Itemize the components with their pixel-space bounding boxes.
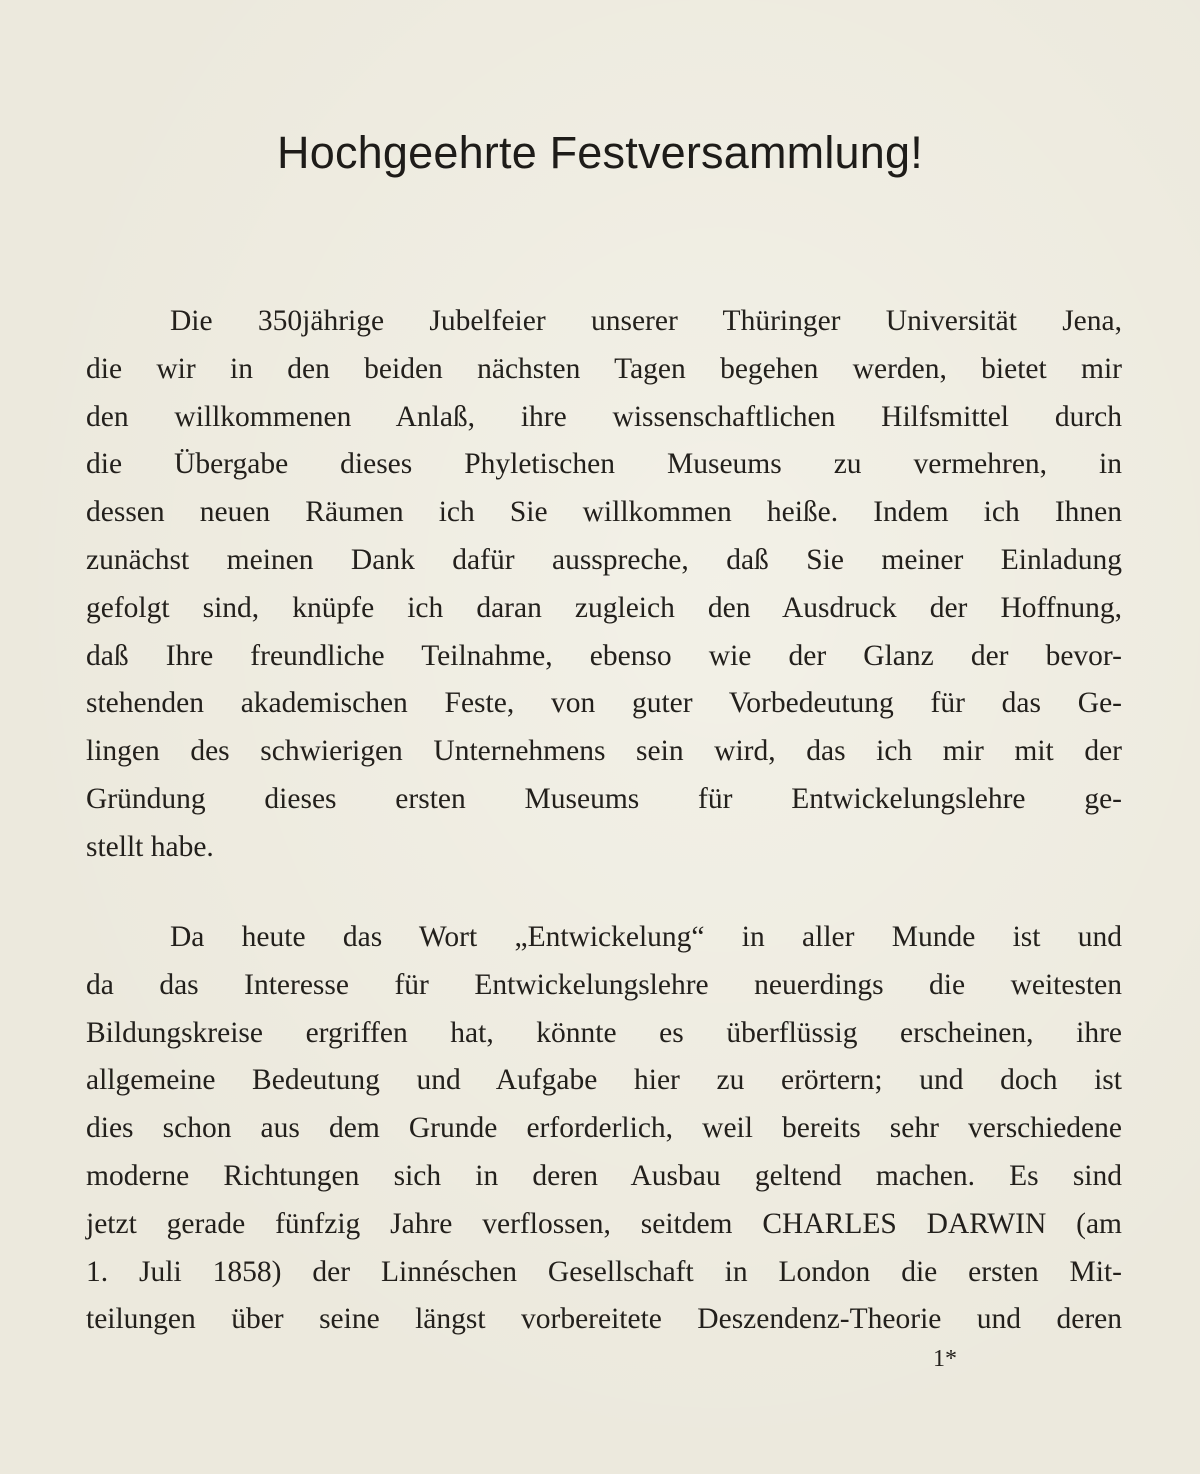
text-line: stehenden akademischen Feste, von guter Vorbedeutung für das Ge- bbox=[86, 687, 1122, 720]
text-line: 1. Juli 1858) der Linnéschen Gesellschaft in London die ersten Mit- bbox=[86, 1255, 1122, 1288]
text-line: daß Ihre freundliche Teilnahme, ebenso wie der Glanz der bevor- bbox=[86, 639, 1122, 672]
text-line: jetzt gerade fünfzig Jahre verflossen, seitdem CHARLES DARWIN (am bbox=[86, 1207, 1122, 1240]
text-line: gefolgt sind, knüpfe ich daran zugleich den Ausdruck der Hoffnung, bbox=[86, 591, 1122, 624]
text-line: Da heute das Wort „Entwickelung“ in aller Munde ist und bbox=[170, 921, 1122, 953]
page-title: Hochgeehrte Festversammlung! bbox=[277, 127, 923, 178]
text-line: Gründung dieses ersten Museums für Entwickelungslehre ge- bbox=[86, 782, 1122, 815]
text-line: teilungen über seine längst vorbereitete Deszendenz-Theorie und deren bbox=[86, 1303, 1122, 1336]
paragraph-2 bbox=[86, 914, 1122, 1344]
text-line: dessen neuen Räumen ich Sie willkommen heiße. Indem ich Ihnen bbox=[86, 496, 1122, 529]
text-line: die wir in den beiden nächsten Tagen begehen werden, bietet mir bbox=[86, 352, 1122, 385]
text-line: moderne Richtungen sich in deren Ausbau geltend machen. Es sind bbox=[86, 1159, 1122, 1192]
text-line: die Übergabe dieses Phyletischen Museums zu vermehren, in bbox=[86, 448, 1122, 481]
text-line: Die 350jährige Jubelfeier unserer Thüringer Universität Jena, bbox=[170, 305, 1122, 337]
text-line: dies schon aus dem Grunde erforderlich, weil bereits sehr verschiedene bbox=[86, 1112, 1122, 1145]
text-line: zunächst meinen Dank dafür ausspreche, daß Sie meiner Einladung bbox=[86, 543, 1122, 576]
text-line: stellt habe. bbox=[86, 830, 214, 863]
text-line: den willkommenen Anlaß, ihre wissenschaftlichen Hilfsmittel durch bbox=[86, 400, 1122, 433]
text-line: Bildungskreise ergriffen hat, könnte es überflüssig erscheinen, ihre bbox=[86, 1016, 1122, 1049]
text-line: lingen des schwierigen Unternehmens sein wird, das ich mir mit der bbox=[86, 735, 1122, 768]
text-line: allgemeine Bedeutung und Aufgabe hier zu erörtern; und doch ist bbox=[86, 1064, 1122, 1097]
paragraph-1 bbox=[86, 298, 1122, 872]
page-number: 1* bbox=[933, 1346, 957, 1372]
text-line: da das Interesse für Entwickelungslehre neuerdings die weitesten bbox=[86, 968, 1122, 1001]
